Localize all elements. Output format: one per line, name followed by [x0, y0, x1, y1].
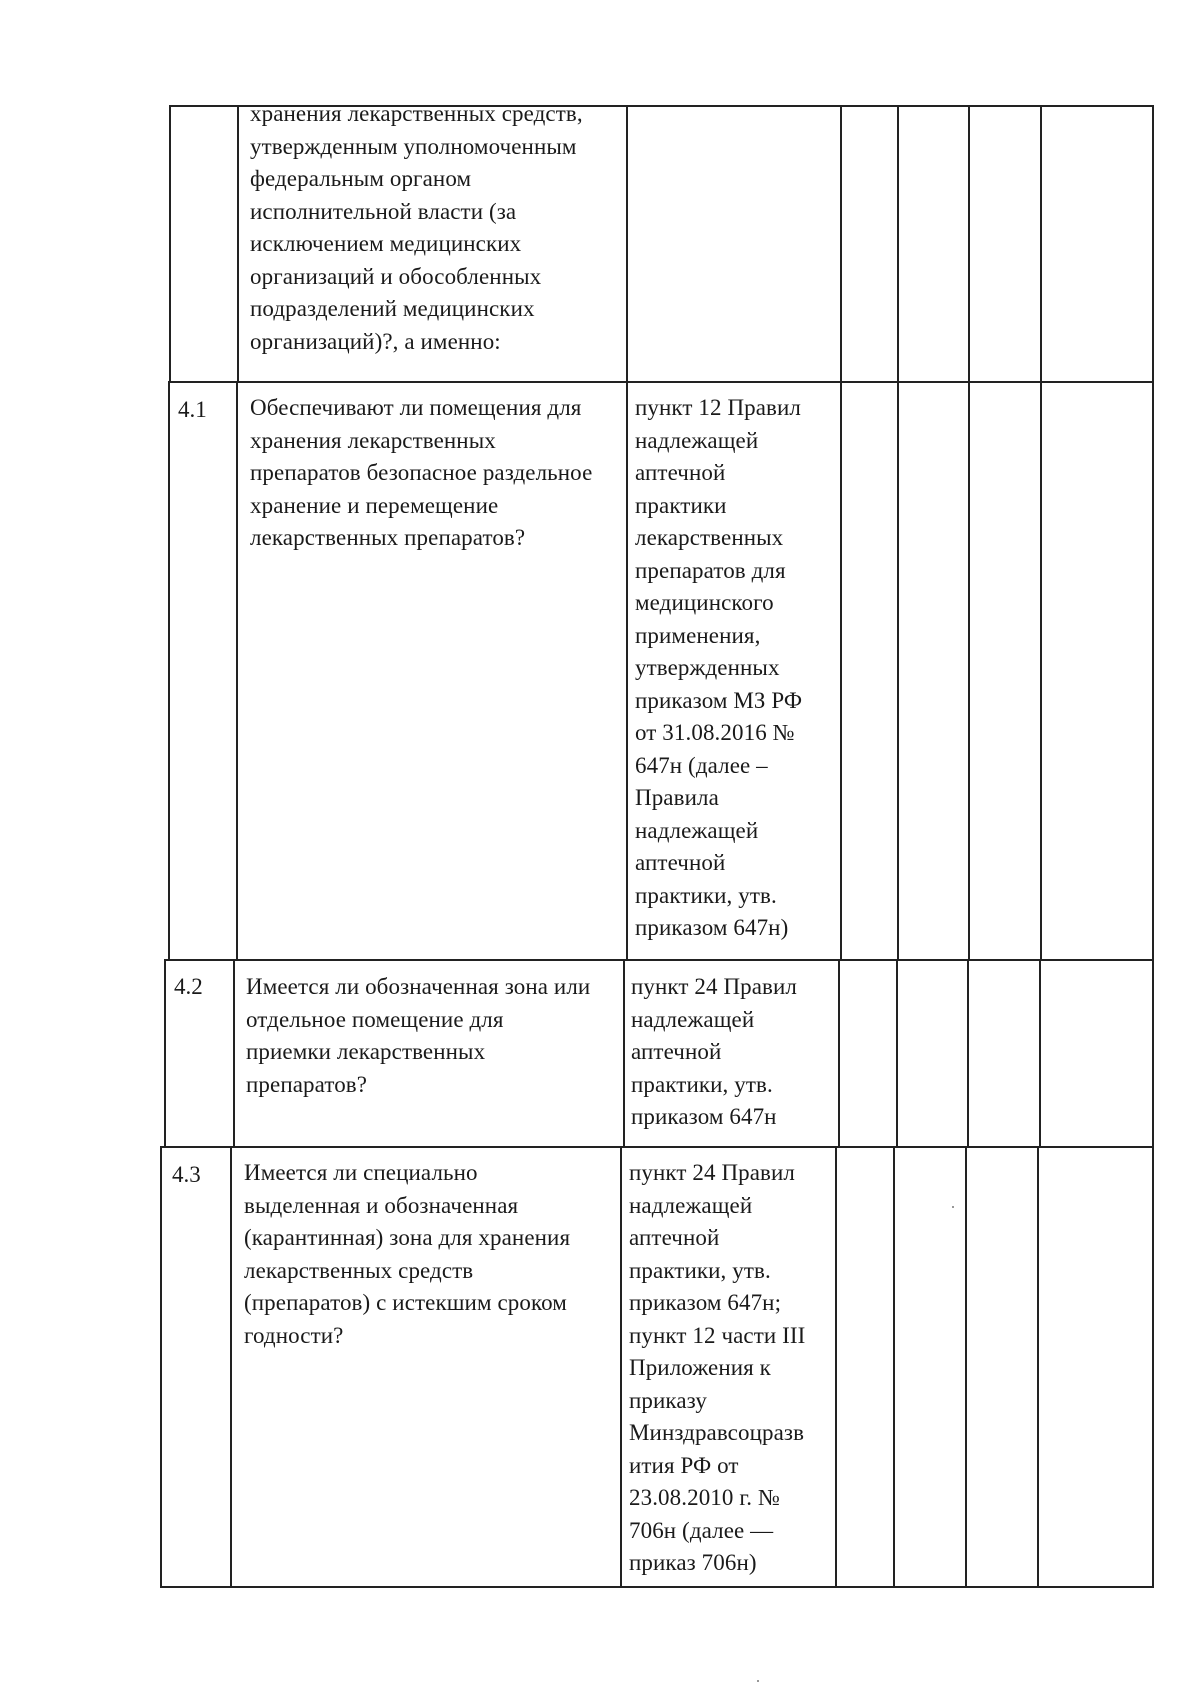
check-cell-4 — [1039, 1148, 1154, 1586]
scan-speck — [757, 1680, 759, 1682]
row-number: 4.1 — [178, 397, 207, 422]
number-cell — [162, 1148, 232, 1586]
question-text: Обеспечивают ли помещения для хранения лекарственных препаратов безопасное раздельное хранение и перемещение лекарственных препаратов? — [250, 395, 593, 550]
reference-text: пункт 24 Правил надлежащей аптечной практики, утв. приказом 647н — [631, 974, 798, 1129]
question-text: Имеется ли специально выделенная и обозначенная (карантинная) зона для хранения лекарственных средств (препаратов) с истекшим сроком годности? — [244, 1160, 571, 1348]
check-cell-3 — [970, 107, 1042, 383]
check-cell-3 — [967, 1148, 1039, 1586]
number-cell — [171, 107, 239, 383]
check-cell-1 — [842, 383, 899, 961]
row-number: 4.3 — [172, 1162, 201, 1187]
check-cell-1 — [840, 961, 898, 1147]
number-cell — [170, 383, 238, 961]
check-cell-4 — [1042, 107, 1152, 383]
scan-speck — [952, 1206, 954, 1208]
check-cell-2 — [899, 383, 970, 961]
question-text: Имеется ли обозначенная зона или отдельное помещение для приемки лекарственных препаратов? — [246, 974, 591, 1097]
check-cell-3 — [970, 383, 1042, 961]
check-cell-1 — [837, 1148, 895, 1586]
reference-text: пункт 12 Правил надлежащей аптечной практики лекарственных препаратов для медицинского применения, утвержденных приказом МЗ РФ от 31.08.2016 № 647н (далее – Правила надлежащей аптечной практики, утв. приказом 647н) — [635, 395, 803, 940]
check-cell-4 — [1042, 383, 1154, 961]
reference-text: пункт 24 Правил надлежащей аптечной практики, утв. приказом 647н; пункт 12 части III Приложения к приказу Минздравсоцразв ития РФ от 23.08.2010 г. № 706н (далее — приказ 706н) — [629, 1160, 806, 1575]
row-number: 4.2 — [174, 974, 203, 999]
check-cell-2 — [895, 1148, 967, 1586]
check-cell-4 — [1041, 961, 1154, 1147]
check-cell-1 — [842, 107, 899, 383]
check-cell-2 — [899, 107, 970, 383]
reference-cell — [628, 107, 842, 383]
question-text: хранения лекарственных средств, утвержденным уполномоченным федеральным органом исполнительной власти (за исключением медицинских организаций и обособленных подразделений медицинских организаций)?, а именно: — [250, 101, 583, 354]
check-cell-2 — [898, 961, 969, 1147]
check-cell-3 — [969, 961, 1041, 1147]
